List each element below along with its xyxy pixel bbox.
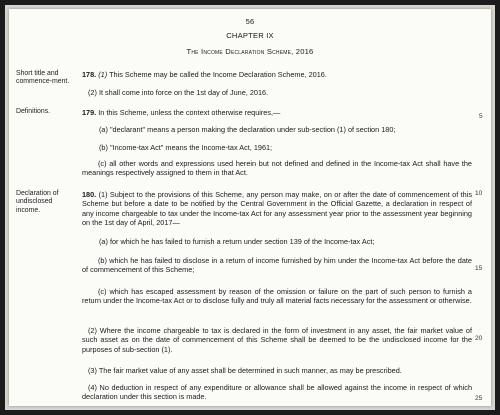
section-180-subsection-4 xyxy=(82,383,472,402)
section-180-clause-c xyxy=(82,287,472,306)
line-number: 10 xyxy=(475,190,483,197)
section-180-clause-c-text: (c) which has escaped assessment by reason of the omission or failure on the part of such person to furnish a return under the Income-tax Act or to disclose fully and truly all material facts necessary for the assessment or otherwise. xyxy=(82,287,472,306)
section-179-clause-a: (a) "declarant" means a person making the declaration under sub-section (1) of section 180; xyxy=(99,125,396,134)
scheme-title: The Income Declaration Scheme, 2016 xyxy=(186,47,314,56)
section-180-clause-a: (a) for which he has failed to furnish a return under section 139 of the Income-tax Act; xyxy=(99,237,375,246)
section-178-subsection-2: (2) It shall come into force on the 1st day of June, 2016. xyxy=(88,88,269,97)
margin-note-definitions: Definitions. xyxy=(16,108,51,115)
section-180-p2-text: (2) Where the income chargeable to tax is declared in the form of investment in any asset, the fair market value of such asset as on the date of commencement of this Scheme shall be deemed to be the undisclosed income for the purposes of sub-section (1). xyxy=(82,326,472,354)
chapter-heading: CHAPTER IX xyxy=(226,31,274,40)
section-180-subsection-1 xyxy=(82,190,472,228)
page-number: 56 xyxy=(245,17,255,26)
section-178-sub1-number: (1) xyxy=(98,70,108,79)
document-page xyxy=(9,9,491,406)
section-180-clause-b xyxy=(82,256,472,275)
section-179-intro xyxy=(82,108,280,117)
section-178-sub1-text: This Scheme may be called the Income Declaration Scheme, 2016. xyxy=(109,70,327,79)
section-179-clause-b: (b) "Income-tax Act" means the Income-tax Act, 1961; xyxy=(99,143,273,152)
section-180-p4-text: (4) No deduction in respect of any expenditure or allowance shall be allowed against the income in respect of which declaration under this section is made. xyxy=(82,383,472,402)
section-180-subsection-3: (3) The fair market value of any asset shall be determined in such manner, as may be prescribed. xyxy=(88,366,402,375)
section-178-number: 178. xyxy=(82,70,97,79)
section-180-clause-b-text: (b) which he has failed to disclose in a return of income furnished by him under the Income-tax Act before the date of commencement of this Scheme; xyxy=(82,256,472,275)
section-179-clause-c xyxy=(82,159,472,178)
margin-note-undisclosed-income: Declaration of undisclosed income. xyxy=(16,190,59,214)
line-number: 25 xyxy=(475,395,483,402)
section-179-number: 179. xyxy=(82,108,97,117)
section-180-number: 180. xyxy=(82,190,97,199)
line-number: 20 xyxy=(475,335,483,342)
section-178-subsection-1 xyxy=(82,70,327,79)
section-180-p1-text: (1) Subject to the provisions of this Scheme, any person may make, on or after the date of commencement of this Scheme but before a date to be notified by the Central Government in the Official Gazette, a declaration in respect of any income chargeable to tax under the Income-tax Act for any assessment year prior to the assessment year beginning on the 1st day of April, 2017— xyxy=(82,190,472,228)
margin-note-short-title: Short title and commence-ment. xyxy=(16,70,70,86)
section-180-subsection-2 xyxy=(82,326,472,354)
section-179-intro-text: In this Scheme, unless the context otherwise requires,— xyxy=(98,108,281,117)
line-number: 15 xyxy=(475,265,483,272)
section-179-clause-c-text: (c) all other words and expressions used herein but not defined and defined in the Income-tax Act shall have the meanings respectively assigned to them in that Act. xyxy=(82,159,472,178)
line-number: 5 xyxy=(479,113,483,120)
